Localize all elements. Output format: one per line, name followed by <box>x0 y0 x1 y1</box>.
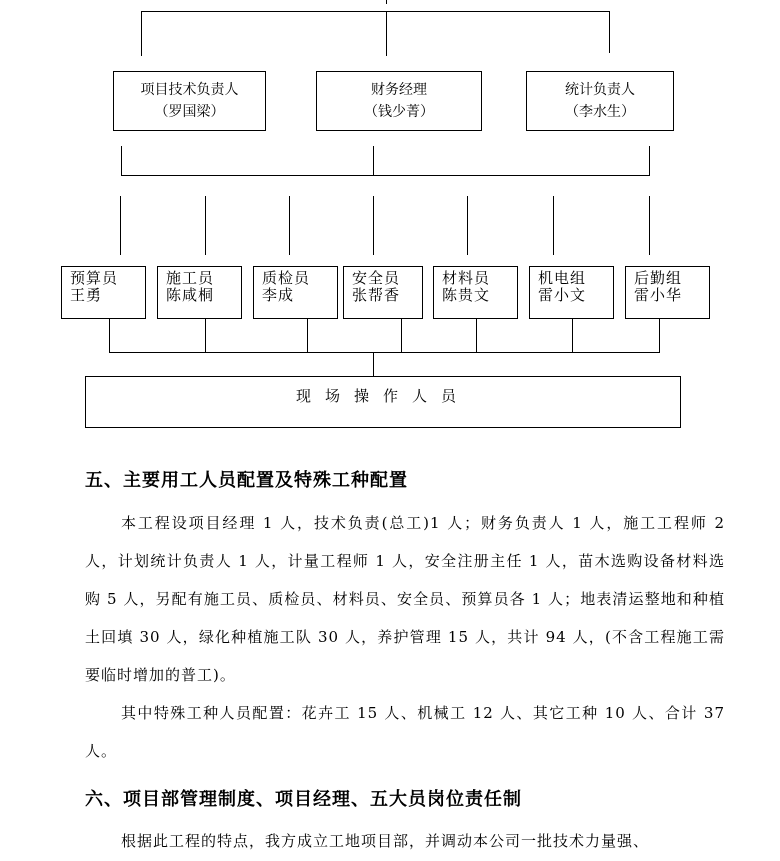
section-body <box>85 504 725 770</box>
staff-role: 材料员 <box>442 269 491 287</box>
connector-line <box>467 196 468 255</box>
paragraph: 根据此工程的特点，我方成立工地项目部，并调动本公司一批技术力量强、 <box>121 832 650 850</box>
staff-name: 王勇 <box>70 286 103 304</box>
connector-line <box>307 319 308 352</box>
connector-line <box>205 196 206 255</box>
staff-name: 陈咸桐 <box>166 286 215 304</box>
manager-box-finance <box>316 71 482 131</box>
connector-line <box>120 196 121 255</box>
connector-line <box>373 146 374 175</box>
staff-role: 机电组 <box>538 269 587 287</box>
connector-line <box>386 11 387 56</box>
connector-line <box>476 319 477 352</box>
staff-role: 后勤组 <box>634 269 683 287</box>
section-body <box>85 822 725 860</box>
connector-line <box>121 175 650 176</box>
staff-role: 预算员 <box>70 269 119 287</box>
manager-name: （李水生） <box>565 104 635 120</box>
connector-line <box>373 196 374 255</box>
staff-box-quality <box>253 266 338 319</box>
staff-name: 雷小华 <box>634 286 683 304</box>
manager-box-statistics <box>526 71 674 131</box>
connector-line <box>553 196 554 255</box>
manager-role: 财务经理 <box>371 82 427 98</box>
staff-box-safety <box>343 266 423 319</box>
connector-line <box>373 352 374 376</box>
connector-line <box>289 196 290 255</box>
staff-box-electromech <box>529 266 614 319</box>
connector-line <box>609 11 610 53</box>
paragraph: 本工程设项目经理 1 人，技术负责(总工)1 人；财务负责人 1 人，施工工程师 2 人，计划统计负责人 1 人，计量工程师 1 人，安全注册主任 1 人，苗木选购设备材料选购 5 人，另配有施工员、质检员、材料员、安全员、预算员各 1 人；地表清运整地和种植土回填 30 人，绿化种植施工队 30 人，养护管理 15 人，共计 94 人，(不含工程施工需要临时增加的普工)。 <box>85 514 725 684</box>
connector-line <box>572 319 573 352</box>
connector-line <box>205 319 206 352</box>
staff-name: 李成 <box>262 286 295 304</box>
manager-name: （钱少菁） <box>364 104 434 120</box>
connector-line <box>109 319 110 352</box>
staff-role: 施工员 <box>166 269 215 287</box>
manager-name: （罗国梁） <box>154 104 225 120</box>
manager-role: 统计负责人 <box>565 82 635 98</box>
connector-line <box>121 146 122 175</box>
staff-name: 张帮香 <box>352 286 401 304</box>
onsite-label: 现场操作人员 <box>295 387 470 405</box>
staff-role: 安全员 <box>352 269 401 287</box>
connector-line <box>141 11 610 12</box>
connector-line <box>659 319 660 352</box>
connector-line <box>109 352 660 353</box>
staff-box-materials <box>433 266 518 319</box>
staff-box-budget <box>61 266 146 319</box>
staff-role: 质检员 <box>262 269 311 287</box>
connector-line <box>649 146 650 175</box>
staff-box-logistics <box>625 266 710 319</box>
manager-role: 项目技术负责人 <box>140 82 239 98</box>
paragraph: 其中特殊工种人员配置：花卉工 15 人、机械工 12 人、其它工种 10 人、合计 37 人。 <box>85 704 725 760</box>
staff-box-construction <box>157 266 242 319</box>
connector-line <box>386 0 387 4</box>
section-heading: 六、项目部管理制度、项目经理、五大员岗位责任制 <box>85 789 522 810</box>
staff-name: 雷小文 <box>538 286 587 304</box>
section-heading: 五、主要用工人员配置及特殊工种配置 <box>85 470 408 491</box>
connector-line <box>401 319 402 352</box>
connector-line <box>649 196 650 255</box>
connector-line <box>141 11 142 56</box>
manager-box-tech <box>113 71 266 131</box>
staff-name: 陈贵文 <box>442 286 491 304</box>
onsite-workers-box <box>85 376 681 428</box>
